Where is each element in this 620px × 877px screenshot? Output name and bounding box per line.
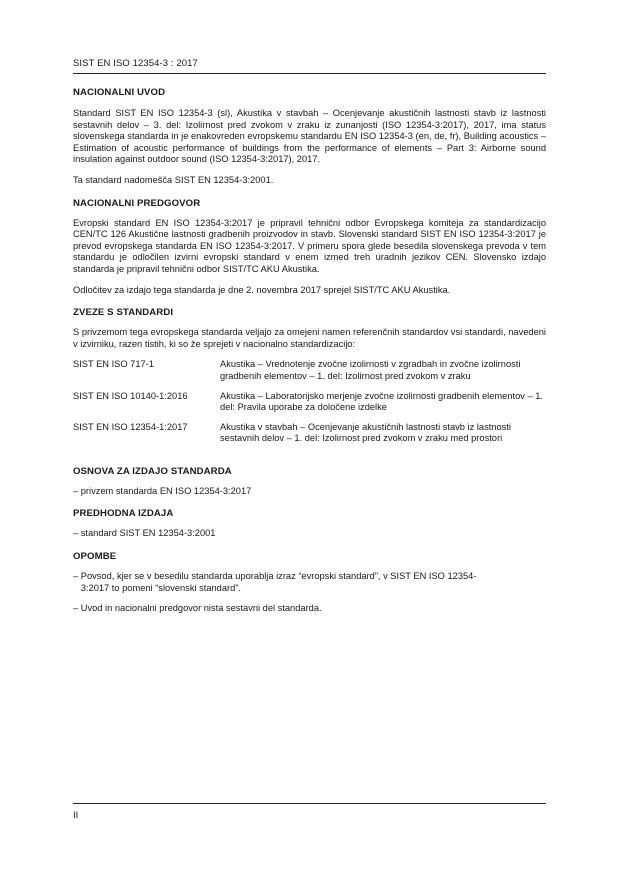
reference-row xyxy=(73,391,546,414)
predhodna-item: – standard SIST EN 12354-3:2001 xyxy=(73,528,216,539)
footer-rule xyxy=(73,803,546,804)
header-rule xyxy=(73,73,546,74)
section-title-zveze: ZVEZE S STANDARDI xyxy=(73,307,174,319)
section-title-predhodna: PREDHODNA IZDAJA xyxy=(73,508,174,520)
reference-description: Akustika – Vrednotenje zvočne izolirnosti v zgradbah in zvočne izolirnosti gradbenih elementov – 1. del: Izolirnost pred zvokom v zraku xyxy=(220,359,521,381)
opombe-item xyxy=(73,571,546,594)
nacionalni-predgovor-paragraph: Evropski standard EN ISO 12354-3:2017 je pripravil tehnični odbor Evropskega komiteja za standardizacijo CEN/TC 126 Akustične lastnosti gradbenih proizvodov in stavb. Slovenski standard SIST EN ISO 12354-3:2017 je prevod evropskega standarda EN ISO 12354-3:2017. V primeru spora glede besedila slovenskega prevoda v tem standardu je odločilen izvirni evropski standard v enem izmed treh uradnih jezikov CEN. Slovensko izdajo standarda je pripravil tehnični odbor SIST/TC AKU Akustika. xyxy=(73,217,546,274)
reference-description: Akustika v stavbah – Ocenjevanje akustičnih lastnosti stavb iz lastnosti sestavnih delov – 1. del: Izolirnost pred zvokom v zraku med prostori xyxy=(220,421,511,444)
reference-list xyxy=(73,359,546,445)
section-title-osnova: OSNOVA ZA IZDAJO STANDARDA xyxy=(73,465,232,477)
reference-row xyxy=(73,422,546,445)
opombe-item-text: Povsod, kjer se v besedilu standarda uporablja izraz “evropski standard”, v SIST EN ISO 12354-3:2017 to pomeni “slovenski standard”. xyxy=(80,571,477,593)
decision-paragraph: Odločitev za izdajo tega standarda je dne 2. novembra 2017 sprejel SIST/TC AKU Akustika. xyxy=(73,284,451,295)
document-body xyxy=(73,86,546,615)
zveze-intro: S privzemom tega evropskega standarda veljajo za omejeni namen referenčnih standardov vsi standardi, navedeni v izvirniku, razen tistih, ki so že sprejeti v nacionalno standardizacijo: xyxy=(73,327,546,349)
list-dash: – xyxy=(73,571,81,582)
reference-code: SIST EN ISO 12354-1:2017 xyxy=(73,421,188,432)
reference-description: Akustika – Laboratorijsko merjenje zvočne izolirnosti gradbenih elementov – 1. del: Pravila uporabe za določene izdelke xyxy=(220,390,543,413)
reference-row xyxy=(73,359,546,382)
section-title-nacionalni-predgovor: NACIONALNI PREDGOVOR xyxy=(73,197,201,209)
section-title-nacionalni-uvod: NACIONALNI UVOD xyxy=(73,87,166,98)
page-number: II xyxy=(73,810,79,821)
nacionalni-uvod-paragraph: Standard SIST EN ISO 12354-3 (sl), Akustika v stavbah – Ocenjevanje akustičnih lastnosti stavb iz lastnosti sestavnih delov – 3. del: Izolirnost pred zvokom v zraku iz zunanjosti (ISO 12354-3:2017), 2017, ima status slovenskega standarda in je enakovreden evropskemu standardu EN ISO 12354-3 (en, de, fr), Building acoustics – Estimation of acoustic performance of buildings from the performance of elements – Part 3: Airborne sound insulation against outdoor sound (ISO 12354-3:2017), 2017. xyxy=(73,108,546,165)
reference-code: SIST EN ISO 10140-1:2016 xyxy=(73,390,188,401)
opombe-item: – Uvod in nacionalni predgovor nista sestavni del standarda. xyxy=(73,603,322,614)
replacement-note: Ta standard nadomešča SIST EN 12354-3:2001. xyxy=(73,174,274,185)
osnova-item: – privzem standarda EN ISO 12354-3:2017 xyxy=(73,485,252,496)
document-header-id: SIST EN ISO 12354-3 : 2017 xyxy=(73,58,198,69)
reference-code: SIST EN ISO 717-1 xyxy=(73,359,154,370)
section-title-opombe: OPOMBE xyxy=(73,551,117,563)
